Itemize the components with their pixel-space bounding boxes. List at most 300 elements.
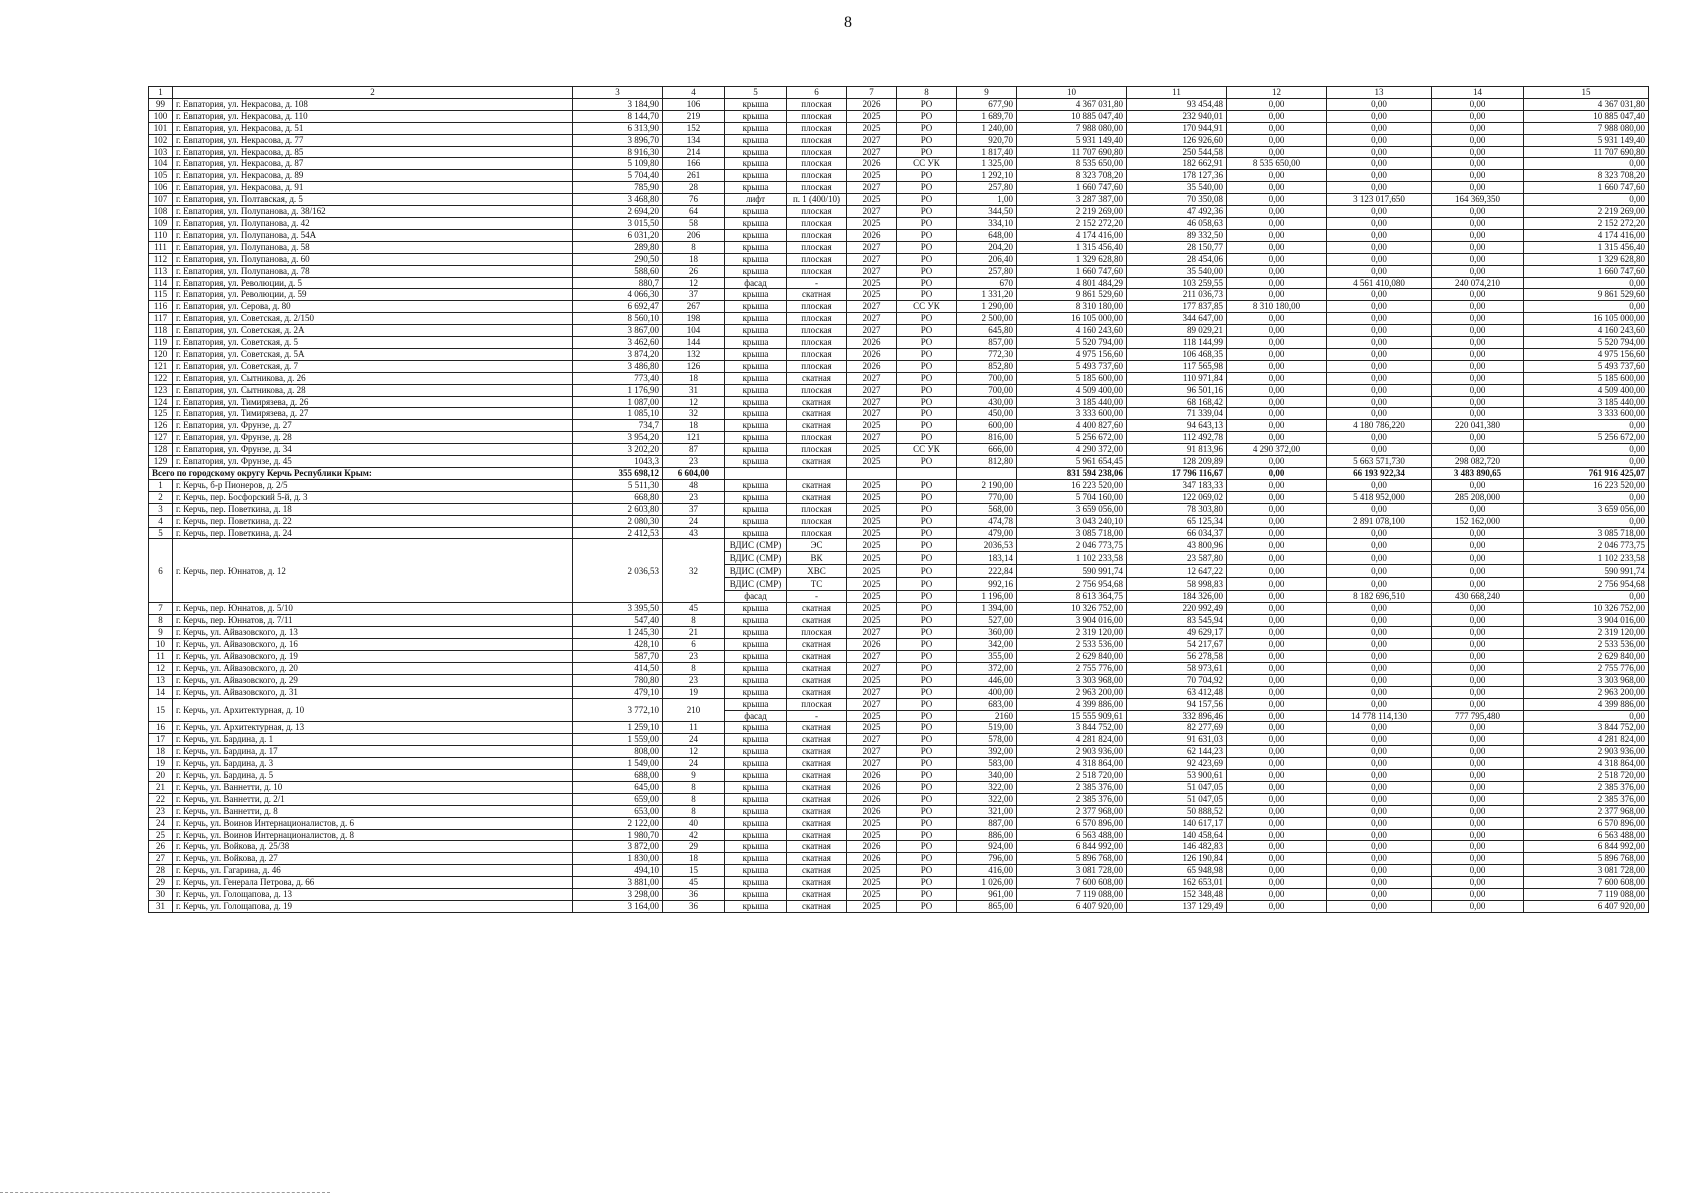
table-cell: г. Керчь, ул. Бардина, д. 5 — [173, 770, 573, 782]
table-cell: крыша — [725, 889, 787, 901]
table-cell: 3 772,10 — [573, 698, 663, 722]
table-cell: 0,00 — [1524, 515, 1649, 527]
table-row — [149, 444, 1649, 456]
table-cell: 0,00 — [1227, 170, 1327, 182]
table-cell: 5 185 600,00 — [1524, 372, 1649, 384]
table-cell: 7 988 080,00 — [1017, 122, 1127, 134]
table-cell: скатная — [787, 396, 847, 408]
table-cell: 5 256 672,00 — [1524, 432, 1649, 444]
table-row — [149, 901, 1649, 913]
table-cell: 4 174 416,00 — [1524, 229, 1649, 241]
table-cell: скатная — [787, 781, 847, 793]
table-cell: 152 348,48 — [1127, 889, 1227, 901]
table-cell: скатная — [787, 901, 847, 913]
table-cell: 0,00 — [1524, 591, 1649, 603]
table-cell: крыша — [725, 758, 787, 770]
table-cell: 178 127,36 — [1127, 170, 1227, 182]
table-cell: 22 — [149, 793, 173, 805]
table-cell: РО — [897, 639, 957, 651]
table-cell: 0,00 — [1327, 603, 1432, 615]
table-cell: 0,00 — [1327, 650, 1432, 662]
table-cell: 392,00 — [957, 746, 1017, 758]
table-cell: 0,00 — [1227, 325, 1327, 337]
table-cell: 0,00 — [1227, 662, 1327, 674]
table-row — [149, 360, 1649, 372]
table-cell: крыша — [725, 770, 787, 782]
table-cell: 13 — [149, 674, 173, 686]
table-cell: 5 961 654,45 — [1017, 456, 1127, 468]
table-cell: ТС — [787, 578, 847, 591]
table-cell: 261 — [663, 170, 725, 182]
table-row — [149, 348, 1649, 360]
table-cell: 1 — [149, 479, 173, 491]
table-cell: 2025 — [847, 444, 897, 456]
table-cell: 285 208,000 — [1432, 491, 1524, 503]
column-number-header — [149, 87, 1649, 99]
table-cell: 0,00 — [1432, 479, 1524, 491]
table-cell: 106 — [663, 98, 725, 110]
table-cell: 2027 — [847, 241, 897, 253]
table-cell: 0,00 — [1227, 805, 1327, 817]
table-cell: 3 395,50 — [573, 603, 663, 615]
table-cell: 7 600 608,00 — [1524, 877, 1649, 889]
table-cell: 1 102 233,58 — [1524, 552, 1649, 565]
column-header-1: 1 — [149, 87, 173, 99]
table-cell: 6 692,47 — [573, 301, 663, 313]
table-cell: г. Евпатория, ул. Некрасова, д. 110 — [173, 110, 573, 122]
subtotal-row — [149, 468, 1649, 480]
table-cell: г. Евпатория, ул. Полупанова, д. 38/162 — [173, 206, 573, 218]
table-cell: 8 323 708,20 — [1017, 170, 1127, 182]
table-cell: 0,00 — [1432, 337, 1524, 349]
table-cell: 0,00 — [1432, 552, 1524, 565]
table-row — [149, 372, 1649, 384]
table-cell — [957, 468, 1017, 480]
table-cell: 0,00 — [1327, 313, 1432, 325]
table-cell: 0,00 — [1432, 134, 1524, 146]
table-cell: 3 844 752,00 — [1017, 722, 1127, 734]
table-cell: 28 454,06 — [1127, 253, 1227, 265]
table-cell: крыша — [725, 722, 787, 734]
column-header-10: 10 — [1017, 87, 1127, 99]
table-cell: 0,00 — [1227, 110, 1327, 122]
table-cell: ВДИС (СМР) — [725, 539, 787, 552]
table-cell: 0,00 — [1432, 170, 1524, 182]
table-cell: 2 629 840,00 — [1017, 650, 1127, 662]
table-cell: 24 — [663, 734, 725, 746]
table-cell: 3 015,50 — [573, 217, 663, 229]
table-cell: 0,00 — [1227, 337, 1327, 349]
column-header-5: 5 — [725, 87, 787, 99]
table-row — [149, 265, 1649, 277]
table-cell: скатная — [787, 770, 847, 782]
table-cell: 127 — [149, 432, 173, 444]
table-cell: крыша — [725, 384, 787, 396]
table-cell: 2 518 720,00 — [1017, 770, 1127, 782]
table-cell: 0,00 — [1524, 194, 1649, 206]
table-cell: 6 031,20 — [573, 229, 663, 241]
column-header-4: 4 — [663, 87, 725, 99]
table-cell: 2027 — [847, 301, 897, 313]
table-cell: 58 973,61 — [1127, 662, 1227, 674]
table-cell: крыша — [725, 253, 787, 265]
table-cell: 8 535 650,00 — [1017, 158, 1127, 170]
table-cell: 2026 — [847, 853, 897, 865]
table-cell: РО — [897, 578, 957, 591]
table-cell: 0,00 — [1227, 253, 1327, 265]
table-cell: 1 331,20 — [957, 289, 1017, 301]
table-row — [149, 650, 1649, 662]
table-cell: 3 185 440,00 — [1017, 396, 1127, 408]
table-cell: - — [787, 591, 847, 603]
table-cell: 0,00 — [1227, 650, 1327, 662]
table-cell: 0,00 — [1327, 793, 1432, 805]
table-cell: 0,00 — [1227, 134, 1327, 146]
table-cell: 2026 — [847, 781, 897, 793]
table-cell: 2027 — [847, 146, 897, 158]
table-cell: 6 313,90 — [573, 122, 663, 134]
table-cell: 2027 — [847, 265, 897, 277]
table-row — [149, 384, 1649, 396]
table-cell: 2 755 776,00 — [1017, 662, 1127, 674]
table-cell: 773,40 — [573, 372, 663, 384]
table-cell: скатная — [787, 805, 847, 817]
table-row — [149, 122, 1649, 134]
table-cell: 2025 — [847, 615, 897, 627]
table-cell: 2 963 200,00 — [1524, 686, 1649, 698]
table-cell: 2025 — [847, 515, 897, 527]
table-cell: РО — [897, 170, 957, 182]
table-cell: 3 904 016,00 — [1524, 615, 1649, 627]
table-cell: 16 — [149, 722, 173, 734]
table-cell: 0,00 — [1327, 615, 1432, 627]
table-cell: 700,00 — [957, 372, 1017, 384]
table-row — [149, 674, 1649, 686]
table-cell: 0,00 — [1227, 146, 1327, 158]
table-cell: г. Керчь, пер. Поветкина, д. 18 — [173, 503, 573, 515]
table-row — [149, 456, 1649, 468]
table-row — [149, 182, 1649, 194]
table-cell: 28 150,77 — [1127, 241, 1227, 253]
table-cell: РО — [897, 591, 957, 603]
table-cell: 0,00 — [1432, 565, 1524, 578]
table-cell: 4 290 372,00 — [1227, 444, 1327, 456]
table-cell: 99 — [149, 98, 173, 110]
table-cell: 0,00 — [1327, 432, 1432, 444]
table-cell: плоская — [787, 158, 847, 170]
table-cell: 4 509 400,00 — [1017, 384, 1127, 396]
column-header-12: 12 — [1227, 87, 1327, 99]
table-cell: 2025 — [847, 889, 897, 901]
table-cell: г. Евпатория, ул. Полупанова, д. 42 — [173, 217, 573, 229]
table-cell: 0,00 — [1327, 722, 1432, 734]
table-cell: РО — [897, 337, 957, 349]
table-cell: 0,00 — [1327, 360, 1432, 372]
table-cell: 3 954,20 — [573, 432, 663, 444]
table-cell: 3 874,20 — [573, 348, 663, 360]
table-cell: крыша — [725, 146, 787, 158]
table-cell: 0,00 — [1432, 770, 1524, 782]
table-cell: 0,00 — [1432, 110, 1524, 122]
table-cell: 450,00 — [957, 408, 1017, 420]
table-cell: 2027 — [847, 206, 897, 218]
table-cell: 0,00 — [1432, 289, 1524, 301]
table-row — [149, 770, 1649, 782]
table-cell: 0,00 — [1227, 674, 1327, 686]
table-cell: 428,10 — [573, 639, 663, 651]
table-cell: 0,00 — [1327, 110, 1432, 122]
table-cell: 16 105 000,00 — [1017, 313, 1127, 325]
table-cell: г. Евпатория, ул. Полупанова, д. 54А — [173, 229, 573, 241]
table-cell: - — [787, 710, 847, 722]
table-cell: 4 281 824,00 — [1017, 734, 1127, 746]
table-cell: скатная — [787, 662, 847, 674]
table-cell: 5 109,80 — [573, 158, 663, 170]
table-cell: РО — [897, 146, 957, 158]
table-cell: 117 — [149, 313, 173, 325]
table-cell: РО — [897, 829, 957, 841]
table-cell: 71 339,04 — [1127, 408, 1227, 420]
table-cell: 152 162,000 — [1432, 515, 1524, 527]
table-cell: крыша — [725, 503, 787, 515]
table-cell: 1 176,90 — [573, 384, 663, 396]
table-cell: 2 755 776,00 — [1524, 662, 1649, 674]
table-cell: РО — [897, 793, 957, 805]
table-cell: 24 — [663, 515, 725, 527]
table-cell: 961,00 — [957, 889, 1017, 901]
table-cell: 0,00 — [1432, 578, 1524, 591]
table-cell: 0,00 — [1227, 722, 1327, 734]
table-cell: 110 — [149, 229, 173, 241]
table-cell: 0,00 — [1327, 408, 1432, 420]
table-cell: РО — [897, 348, 957, 360]
table-cell: плоская — [787, 325, 847, 337]
table-cell: 114 — [149, 277, 173, 289]
table-cell: 0,00 — [1327, 253, 1432, 265]
table-cell: скатная — [787, 758, 847, 770]
table-cell: 1 026,00 — [957, 877, 1017, 889]
table-cell: РО — [897, 853, 957, 865]
table-cell: 0,00 — [1327, 781, 1432, 793]
table-cell: 0,00 — [1432, 313, 1524, 325]
table-cell: 2160 — [957, 710, 1017, 722]
table-cell: г. Евпатория, ул. Революции, д. 59 — [173, 289, 573, 301]
table-cell: 137 129,49 — [1127, 901, 1227, 913]
table-cell: 8 — [663, 805, 725, 817]
table-cell: 8 — [149, 615, 173, 627]
table-cell: 355 698,12 — [573, 468, 663, 480]
table-cell: 0,00 — [1227, 313, 1327, 325]
table-cell: г. Евпатория, ул. Революции, д. 5 — [173, 277, 573, 289]
table-cell: 21 — [149, 781, 173, 793]
table-cell: 4 801 484,29 — [1017, 277, 1127, 289]
table-cell: 0,00 — [1327, 396, 1432, 408]
table-cell: скатная — [787, 289, 847, 301]
column-header-15: 15 — [1524, 87, 1649, 99]
table-cell: плоская — [787, 348, 847, 360]
table-cell: 920,70 — [957, 134, 1017, 146]
table-cell: 0,00 — [1327, 206, 1432, 218]
table-cell: 3 185 440,00 — [1524, 396, 1649, 408]
table-cell: плоская — [787, 301, 847, 313]
table-row — [149, 110, 1649, 122]
table-cell: крыша — [725, 217, 787, 229]
table-cell: г. Керчь, ул. Архитектурная, д. 13 — [173, 722, 573, 734]
table-cell: 0,00 — [1227, 384, 1327, 396]
table-cell: 152 — [663, 122, 725, 134]
table-cell: 40 — [663, 817, 725, 829]
table-cell: 240 074,210 — [1432, 277, 1524, 289]
table-cell: крыша — [725, 491, 787, 503]
table-cell: 104 — [663, 325, 725, 337]
table-cell: РО — [897, 277, 957, 289]
column-header-9: 9 — [957, 87, 1017, 99]
table-cell: 166 — [663, 158, 725, 170]
table-cell: 210 — [663, 698, 725, 722]
table-cell: крыша — [725, 408, 787, 420]
table-cell: 588,60 — [573, 265, 663, 277]
table-cell: 0,00 — [1227, 817, 1327, 829]
table-cell: РО — [897, 603, 957, 615]
table-cell: 27 — [149, 853, 173, 865]
table-cell: плоская — [787, 360, 847, 372]
table-row — [149, 817, 1649, 829]
table-cell: плоская — [787, 337, 847, 349]
table-cell: 3 881,00 — [573, 877, 663, 889]
table-cell: 0,00 — [1227, 829, 1327, 841]
table-cell: 2027 — [847, 662, 897, 674]
table-cell: 0,00 — [1432, 853, 1524, 865]
table-cell: 14 778 114,130 — [1327, 710, 1432, 722]
table-cell: 0,00 — [1524, 301, 1649, 313]
table-cell: 0,00 — [1227, 539, 1327, 552]
table-cell: 46 058,63 — [1127, 217, 1227, 229]
table-cell: 0,00 — [1227, 527, 1327, 539]
table-cell: ВК — [787, 552, 847, 565]
table-cell: 992,16 — [957, 578, 1017, 591]
table-cell: РО — [897, 674, 957, 686]
table-cell: 267 — [663, 301, 725, 313]
table-cell: 0,00 — [1524, 158, 1649, 170]
table-cell: 796,00 — [957, 853, 1017, 865]
table-cell: 2026 — [847, 841, 897, 853]
table-cell: г. Евпатория, ул. Советская, д. 7 — [173, 360, 573, 372]
table-cell: 23 — [149, 805, 173, 817]
table-row — [149, 491, 1649, 503]
table-row — [149, 539, 1649, 552]
table-cell: 0,00 — [1432, 265, 1524, 277]
table-cell: РО — [897, 313, 957, 325]
table-cell: 5 520 794,00 — [1524, 337, 1649, 349]
table-cell: 0,00 — [1227, 841, 1327, 853]
table-cell: 220 992,49 — [1127, 603, 1227, 615]
table-cell: 587,70 — [573, 650, 663, 662]
table-cell: РО — [897, 194, 957, 206]
column-header-14: 14 — [1432, 87, 1524, 99]
table-cell: крыша — [725, 639, 787, 651]
table-cell: г. Керчь, пер. Поветкина, д. 24 — [173, 527, 573, 539]
table-cell: 2025 — [847, 829, 897, 841]
table-cell: 1 087,00 — [573, 396, 663, 408]
table-cell: 8 — [663, 781, 725, 793]
table-cell: 2025 — [847, 552, 897, 565]
table-cell: 0,00 — [1227, 853, 1327, 865]
table-cell: 0,00 — [1327, 889, 1432, 901]
table-cell: 578,00 — [957, 734, 1017, 746]
table-cell: 0,00 — [1432, 901, 1524, 913]
table-cell: РО — [897, 877, 957, 889]
table-cell: фасад — [725, 710, 787, 722]
table-cell: 0,00 — [1432, 889, 1524, 901]
table-cell: 298 082,720 — [1432, 456, 1524, 468]
table-cell: 0,00 — [1327, 146, 1432, 158]
table-cell: крыша — [725, 396, 787, 408]
table-cell: 0,00 — [1327, 662, 1432, 674]
table-cell: РО — [897, 456, 957, 468]
table-cell: 2 891 078,100 — [1327, 515, 1432, 527]
table-cell: 2 385 376,00 — [1017, 793, 1127, 805]
table-cell: 58 — [663, 217, 725, 229]
table-cell: 106 468,35 — [1127, 348, 1227, 360]
table-cell: 9 861 529,60 — [1017, 289, 1127, 301]
table-cell: 0,00 — [1227, 686, 1327, 698]
table-cell: 2025 — [847, 479, 897, 491]
table-cell: г. Керчь, ул. Айвазовского, д. 31 — [173, 686, 573, 698]
table-cell: 0,00 — [1432, 360, 1524, 372]
table-cell: 0,00 — [1327, 170, 1432, 182]
table-cell: 3 872,00 — [573, 841, 663, 853]
table-cell: 2025 — [847, 289, 897, 301]
table-cell: 0,00 — [1432, 865, 1524, 877]
table-cell: РО — [897, 289, 957, 301]
table-cell: скатная — [787, 479, 847, 491]
table-cell: 18 — [663, 372, 725, 384]
table-cell: 3 123 017,650 — [1327, 194, 1432, 206]
table-row — [149, 841, 1649, 853]
table-cell: РО — [897, 503, 957, 515]
table-cell: 0,00 — [1327, 444, 1432, 456]
table-cell: 177 837,85 — [1127, 301, 1227, 313]
table-cell: 6 604,00 — [663, 468, 725, 480]
table-cell: РО — [897, 134, 957, 146]
table-cell: плоская — [787, 182, 847, 194]
column-header-6: 6 — [787, 87, 847, 99]
table-cell: 3 844 752,00 — [1524, 722, 1649, 734]
table-cell: 2027 — [847, 253, 897, 265]
table-cell: крыша — [725, 313, 787, 325]
table-cell: 15 — [149, 698, 173, 722]
table-cell: 0,00 — [1227, 372, 1327, 384]
column-header-3: 3 — [573, 87, 663, 99]
table-cell: 0,00 — [1327, 817, 1432, 829]
table-cell: ЭС — [787, 539, 847, 552]
column-header-8: 8 — [897, 87, 957, 99]
table-cell: 109 — [149, 217, 173, 229]
table-cell: 0,00 — [1432, 122, 1524, 134]
table-row — [149, 313, 1649, 325]
table-cell: РО — [897, 746, 957, 758]
table-cell: РО — [897, 734, 957, 746]
table-cell: крыша — [725, 698, 787, 710]
table-cell: 2025 — [847, 578, 897, 591]
table-row — [149, 662, 1649, 674]
table-cell: 0,00 — [1432, 817, 1524, 829]
table-cell: 1 290,00 — [957, 301, 1017, 313]
table-cell: 0,00 — [1227, 615, 1327, 627]
table-cell: 2025 — [847, 603, 897, 615]
table-cell: 111 — [149, 241, 173, 253]
table-cell: 4 367 031,80 — [1017, 98, 1127, 110]
